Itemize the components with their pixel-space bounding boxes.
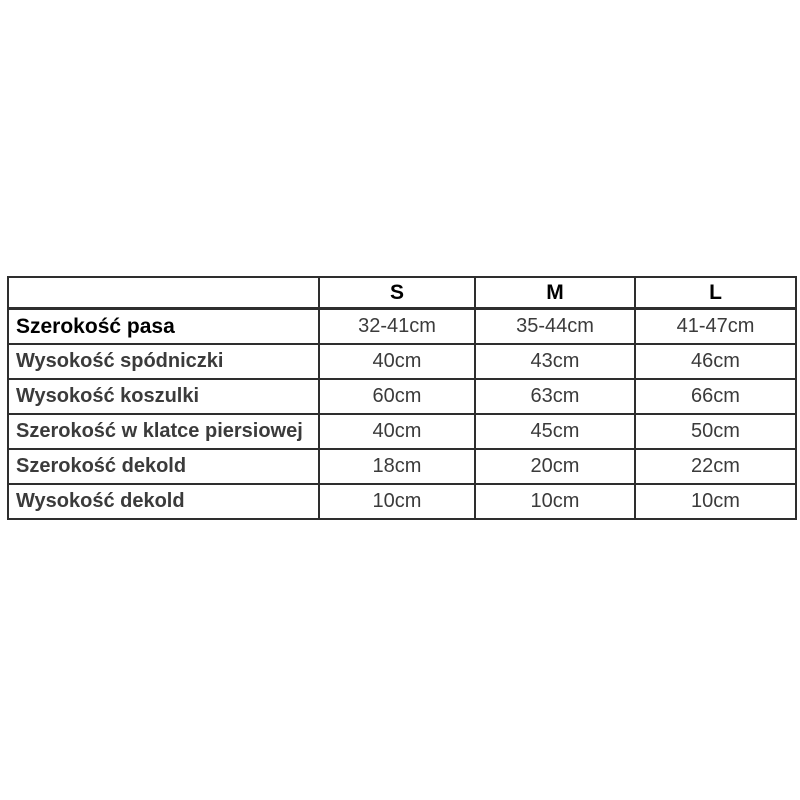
column-header-s: S [319,277,475,309]
size-value-l: 10cm [635,484,796,519]
size-value-s: 40cm [319,414,475,449]
row-label: Szerokość dekold [8,449,319,484]
size-value-m: 20cm [475,449,635,484]
table-row [8,309,796,345]
size-value-s: 60cm [319,379,475,414]
size-value-s: 32-41cm [319,309,475,345]
size-value-m: 63cm [475,379,635,414]
column-header-m: M [475,277,635,309]
row-label: Szerokość w klatce piersiowej [8,414,319,449]
table-row [8,449,796,484]
size-value-m: 10cm [475,484,635,519]
column-header-blank [8,277,319,309]
size-value-m: 45cm [475,414,635,449]
table-row [8,414,796,449]
size-value-l: 22cm [635,449,796,484]
size-value-s: 18cm [319,449,475,484]
header-row [8,277,796,309]
column-header-l: L [635,277,796,309]
row-label: Wysokość dekold [8,484,319,519]
size-value-m: 35-44cm [475,309,635,345]
size-chart-table [7,276,797,520]
size-value-l: 50cm [635,414,796,449]
table-row [8,484,796,519]
size-value-l: 46cm [635,344,796,379]
size-value-l: 66cm [635,379,796,414]
row-label: Szerokość pasa [8,309,319,345]
table-row [8,344,796,379]
row-label: Wysokość koszulki [8,379,319,414]
size-value-s: 40cm [319,344,475,379]
size-value-l: 41-47cm [635,309,796,345]
size-value-m: 43cm [475,344,635,379]
row-label: Wysokość spódniczki [8,344,319,379]
size-chart-container [7,276,797,520]
table-row [8,379,796,414]
size-value-s: 10cm [319,484,475,519]
